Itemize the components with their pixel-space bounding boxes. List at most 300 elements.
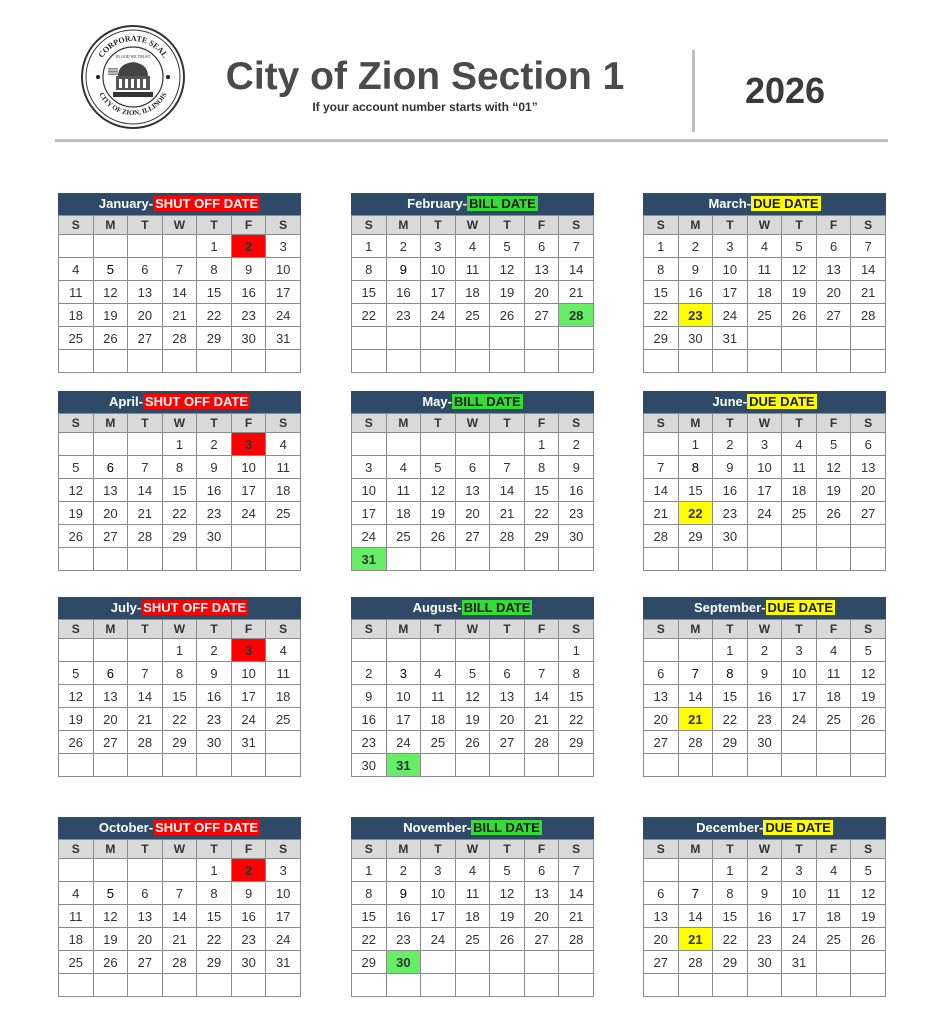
week-row — [59, 258, 301, 281]
day-cell: 6 — [851, 433, 886, 456]
date-type-tag: DUE DATE — [767, 600, 834, 615]
month-calendar-december — [643, 817, 886, 997]
weekday-label: T — [128, 620, 163, 639]
month-name: April — [109, 394, 139, 409]
weekday-label: F — [524, 840, 559, 859]
day-cell — [678, 350, 713, 373]
day-cell: 2 — [231, 859, 266, 882]
day-cell: 1 — [162, 433, 197, 456]
day-cell: 5 — [851, 639, 886, 662]
day-cell: 3 — [352, 456, 387, 479]
day-cell — [93, 974, 128, 997]
day-cell: 3 — [713, 235, 748, 258]
weekday-label: S — [559, 414, 594, 433]
month-name: March — [708, 196, 747, 211]
day-cell: 26 — [851, 708, 886, 731]
day-cell: 7 — [678, 882, 713, 905]
day-cell: 7 — [559, 859, 594, 882]
day-cell: 20 — [490, 708, 525, 731]
day-cell — [816, 327, 851, 350]
day-cell: 16 — [559, 479, 594, 502]
day-cell: 22 — [644, 304, 679, 327]
day-cell: 3 — [421, 859, 456, 882]
day-cell — [162, 350, 197, 373]
day-cell: 26 — [490, 928, 525, 951]
week-row — [59, 928, 301, 951]
day-cell: 9 — [713, 456, 748, 479]
day-cell: 31 — [713, 327, 748, 350]
day-cell: 15 — [197, 905, 232, 928]
day-cell: 26 — [851, 928, 886, 951]
weekday-label: W — [747, 620, 782, 639]
weekday-label: M — [93, 414, 128, 433]
day-cell: 12 — [93, 281, 128, 304]
day-cell — [490, 350, 525, 373]
weekday-label: S — [352, 620, 387, 639]
day-cell — [559, 327, 594, 350]
day-cell: 2 — [747, 639, 782, 662]
day-cell: 3 — [782, 639, 817, 662]
day-cell: 21 — [128, 708, 163, 731]
day-cell — [59, 859, 94, 882]
day-cell: 21 — [559, 905, 594, 928]
day-cell: 23 — [231, 928, 266, 951]
weekday-label: S — [851, 414, 886, 433]
weekday-label: T — [713, 840, 748, 859]
svg-text:IN GOD WE TRUST: IN GOD WE TRUST — [115, 54, 151, 59]
weekday-label: S — [352, 414, 387, 433]
day-cell — [421, 433, 456, 456]
day-cell: 11 — [455, 258, 490, 281]
week-row — [644, 304, 886, 327]
week-row — [352, 456, 594, 479]
day-cell: 1 — [559, 639, 594, 662]
day-cell: 18 — [455, 905, 490, 928]
day-cell: 14 — [128, 685, 163, 708]
day-cell — [782, 327, 817, 350]
day-cell — [128, 433, 163, 456]
day-cell: 13 — [455, 479, 490, 502]
weekday-label: T — [421, 840, 456, 859]
day-cell — [455, 974, 490, 997]
day-cell: 17 — [386, 708, 421, 731]
day-cell — [782, 350, 817, 373]
day-cell: 1 — [678, 433, 713, 456]
day-cell — [352, 974, 387, 997]
day-cell: 22 — [162, 708, 197, 731]
day-cell — [747, 525, 782, 548]
day-cell: 19 — [59, 708, 94, 731]
day-cell: 29 — [644, 327, 679, 350]
month-name: August — [412, 600, 458, 615]
day-cell: 19 — [782, 281, 817, 304]
week-row — [59, 882, 301, 905]
week-row — [644, 662, 886, 685]
day-grid — [351, 215, 594, 373]
day-cell: 15 — [713, 685, 748, 708]
day-cell: 19 — [93, 928, 128, 951]
day-cell: 12 — [782, 258, 817, 281]
week-row — [644, 502, 886, 525]
week-row — [644, 859, 886, 882]
day-cell — [490, 974, 525, 997]
weekday-label: F — [816, 414, 851, 433]
month-name: July — [110, 600, 137, 615]
day-cell: 22 — [352, 304, 387, 327]
week-row — [644, 235, 886, 258]
day-cell: 20 — [93, 502, 128, 525]
week-row — [352, 479, 594, 502]
day-cell: 5 — [59, 456, 94, 479]
day-cell — [816, 548, 851, 571]
day-cell — [352, 350, 387, 373]
day-cell — [59, 548, 94, 571]
day-cell: 16 — [386, 281, 421, 304]
week-row — [352, 639, 594, 662]
week-row — [352, 433, 594, 456]
day-cell — [421, 639, 456, 662]
week-row — [644, 708, 886, 731]
day-cell — [524, 327, 559, 350]
day-cell — [747, 548, 782, 571]
day-cell — [678, 859, 713, 882]
week-row — [59, 327, 301, 350]
month-header: September- DUE DATE — [643, 597, 886, 619]
date-type-tag: SHUT OFF DATE — [144, 394, 248, 409]
weekday-label: S — [59, 216, 94, 235]
day-cell: 12 — [59, 685, 94, 708]
weekday-label: T — [782, 216, 817, 235]
week-row — [644, 905, 886, 928]
month-header: June- DUE DATE — [643, 391, 886, 413]
day-cell: 20 — [644, 928, 679, 951]
day-cell: 18 — [816, 905, 851, 928]
day-cell: 27 — [816, 304, 851, 327]
day-cell: 6 — [524, 235, 559, 258]
month-header: March- DUE DATE — [643, 193, 886, 215]
month-calendar-february — [351, 193, 594, 373]
day-cell — [851, 731, 886, 754]
day-cell: 18 — [455, 281, 490, 304]
week-row — [352, 258, 594, 281]
day-grid — [58, 215, 301, 373]
day-cell: 3 — [266, 235, 301, 258]
day-cell: 20 — [93, 708, 128, 731]
day-cell: 11 — [816, 662, 851, 685]
day-cell: 11 — [59, 281, 94, 304]
month-calendar-september — [643, 597, 886, 777]
day-cell: 4 — [747, 235, 782, 258]
weekday-label: S — [266, 840, 301, 859]
day-cell: 28 — [162, 951, 197, 974]
day-cell: 5 — [851, 859, 886, 882]
day-cell: 22 — [162, 502, 197, 525]
weekday-label: S — [559, 840, 594, 859]
month-header: May- BILL DATE — [351, 391, 594, 413]
day-cell: 5 — [455, 662, 490, 685]
week-row — [352, 731, 594, 754]
day-cell: 11 — [747, 258, 782, 281]
weekday-label: T — [713, 414, 748, 433]
day-cell: 29 — [352, 951, 387, 974]
day-cell — [162, 235, 197, 258]
week-row — [59, 548, 301, 571]
weekday-label: S — [851, 840, 886, 859]
day-cell: 9 — [559, 456, 594, 479]
day-cell: 21 — [524, 708, 559, 731]
day-cell: 28 — [128, 731, 163, 754]
month-calendar-july — [58, 597, 301, 777]
day-cell: 27 — [524, 304, 559, 327]
day-cell: 26 — [490, 304, 525, 327]
day-cell: 15 — [559, 685, 594, 708]
day-cell: 25 — [747, 304, 782, 327]
day-cell — [197, 548, 232, 571]
weekday-label: S — [851, 620, 886, 639]
day-cell: 28 — [128, 525, 163, 548]
day-cell — [782, 731, 817, 754]
weekday-label: T — [197, 840, 232, 859]
day-cell: 24 — [747, 502, 782, 525]
day-cell: 25 — [266, 708, 301, 731]
day-cell: 5 — [59, 662, 94, 685]
day-cell: 25 — [386, 525, 421, 548]
day-cell: 17 — [231, 479, 266, 502]
weekday-label: F — [524, 620, 559, 639]
day-cell — [128, 350, 163, 373]
day-cell: 2 — [559, 433, 594, 456]
day-cell: 27 — [851, 502, 886, 525]
week-row — [644, 639, 886, 662]
day-cell: 7 — [524, 662, 559, 685]
date-type-tag: DUE DATE — [753, 196, 819, 211]
day-cell — [524, 548, 559, 571]
day-cell: 19 — [455, 708, 490, 731]
day-cell: 14 — [644, 479, 679, 502]
day-cell — [747, 350, 782, 373]
month-header: November- BILL DATE — [351, 817, 594, 839]
day-cell — [59, 433, 94, 456]
day-cell — [421, 974, 456, 997]
week-row — [644, 548, 886, 571]
day-cell: 25 — [59, 951, 94, 974]
day-cell: 29 — [197, 951, 232, 974]
day-cell: 16 — [231, 281, 266, 304]
weekday-label: S — [644, 840, 679, 859]
day-cell: 13 — [524, 882, 559, 905]
date-type-tag: BILL DATE — [453, 394, 521, 409]
day-cell: 23 — [197, 502, 232, 525]
weekday-label: S — [644, 414, 679, 433]
day-cell: 27 — [524, 928, 559, 951]
day-cell: 11 — [266, 662, 301, 685]
week-row — [644, 928, 886, 951]
day-cell: 2 — [352, 662, 387, 685]
page-title: City of Zion Section 1 — [225, 55, 625, 98]
day-cell — [747, 974, 782, 997]
day-cell: 10 — [421, 882, 456, 905]
week-row — [352, 662, 594, 685]
week-row — [352, 235, 594, 258]
day-cell: 28 — [678, 951, 713, 974]
day-cell: 29 — [559, 731, 594, 754]
day-cell: 6 — [644, 882, 679, 905]
day-cell: 14 — [162, 281, 197, 304]
day-cell: 30 — [197, 731, 232, 754]
day-cell: 16 — [678, 281, 713, 304]
day-grid — [351, 413, 594, 571]
day-cell: 9 — [231, 882, 266, 905]
weekday-label: W — [455, 840, 490, 859]
month-name: November — [403, 820, 467, 835]
day-cell — [559, 974, 594, 997]
weekday-label: F — [524, 414, 559, 433]
day-cell: 19 — [851, 905, 886, 928]
weekday-label: W — [162, 216, 197, 235]
weekday-label: T — [128, 216, 163, 235]
day-cell — [266, 754, 301, 777]
day-cell: 7 — [851, 235, 886, 258]
day-cell: 19 — [93, 304, 128, 327]
day-cell: 3 — [421, 235, 456, 258]
week-row — [59, 951, 301, 974]
day-cell — [386, 548, 421, 571]
day-cell: 23 — [678, 304, 713, 327]
day-cell: 4 — [816, 859, 851, 882]
day-cell: 10 — [421, 258, 456, 281]
day-cell: 31 — [782, 951, 817, 974]
day-cell: 21 — [644, 502, 679, 525]
day-cell — [851, 754, 886, 777]
day-cell — [93, 639, 128, 662]
day-cell: 3 — [231, 433, 266, 456]
day-cell — [93, 548, 128, 571]
day-cell: 8 — [352, 258, 387, 281]
day-cell: 2 — [386, 859, 421, 882]
day-cell: 27 — [93, 731, 128, 754]
month-calendar-august — [351, 597, 594, 777]
day-cell: 16 — [747, 905, 782, 928]
day-cell: 1 — [713, 639, 748, 662]
day-cell: 23 — [559, 502, 594, 525]
header-rule — [55, 139, 888, 142]
day-cell: 4 — [59, 258, 94, 281]
day-cell: 17 — [421, 281, 456, 304]
day-cell — [713, 548, 748, 571]
day-cell: 2 — [678, 235, 713, 258]
month-name: September — [693, 600, 762, 615]
day-cell: 26 — [782, 304, 817, 327]
day-cell — [713, 974, 748, 997]
week-row — [59, 304, 301, 327]
day-cell — [490, 639, 525, 662]
week-row — [352, 525, 594, 548]
day-cell — [59, 235, 94, 258]
day-cell: 24 — [231, 502, 266, 525]
week-row — [59, 479, 301, 502]
day-cell: 4 — [59, 882, 94, 905]
day-cell: 11 — [386, 479, 421, 502]
week-row — [59, 281, 301, 304]
day-cell: 13 — [816, 258, 851, 281]
day-cell: 10 — [782, 882, 817, 905]
day-cell — [524, 951, 559, 974]
weekday-label: W — [747, 414, 782, 433]
day-cell: 18 — [59, 304, 94, 327]
day-cell: 7 — [644, 456, 679, 479]
day-cell: 1 — [352, 235, 387, 258]
weekday-label: T — [421, 414, 456, 433]
month-name: December — [696, 820, 760, 835]
day-cell: 22 — [713, 708, 748, 731]
day-cell — [128, 754, 163, 777]
month-calendar-november — [351, 817, 594, 997]
day-cell: 12 — [455, 685, 490, 708]
week-row — [59, 974, 301, 997]
week-row — [644, 754, 886, 777]
weekday-label: T — [421, 216, 456, 235]
week-row — [352, 928, 594, 951]
day-cell: 28 — [162, 327, 197, 350]
week-row — [352, 281, 594, 304]
date-type-tag: DUE DATE — [749, 394, 815, 409]
day-grid — [643, 215, 886, 373]
day-cell — [782, 974, 817, 997]
day-cell: 27 — [455, 525, 490, 548]
week-row — [352, 951, 594, 974]
day-cell: 24 — [231, 708, 266, 731]
day-cell: 1 — [197, 859, 232, 882]
day-cell: 12 — [59, 479, 94, 502]
weekday-label: M — [678, 620, 713, 639]
day-cell: 18 — [386, 502, 421, 525]
day-cell: 15 — [162, 685, 197, 708]
day-cell: 6 — [524, 859, 559, 882]
day-cell: 3 — [266, 859, 301, 882]
day-cell: 11 — [816, 882, 851, 905]
day-cell: 1 — [352, 859, 387, 882]
day-cell: 14 — [559, 882, 594, 905]
date-type-tag: DUE DATE — [765, 820, 831, 835]
day-cell — [266, 525, 301, 548]
day-cell: 29 — [678, 525, 713, 548]
day-cell: 12 — [421, 479, 456, 502]
day-cell — [559, 951, 594, 974]
month-name: January — [98, 196, 149, 211]
corporate-seal-logo — [80, 24, 186, 130]
day-cell: 22 — [197, 928, 232, 951]
day-cell: 10 — [386, 685, 421, 708]
day-cell — [455, 350, 490, 373]
weekday-label: T — [713, 620, 748, 639]
weekday-label: T — [197, 216, 232, 235]
day-cell — [266, 974, 301, 997]
month-header: August- BILL DATE — [351, 597, 594, 619]
week-row — [644, 951, 886, 974]
day-cell: 5 — [490, 859, 525, 882]
day-cell: 9 — [747, 882, 782, 905]
day-cell: 8 — [644, 258, 679, 281]
day-cell: 7 — [128, 662, 163, 685]
day-cell: 29 — [162, 731, 197, 754]
day-cell: 25 — [455, 928, 490, 951]
day-cell — [386, 350, 421, 373]
day-cell: 22 — [524, 502, 559, 525]
day-grid — [643, 619, 886, 777]
day-cell: 6 — [455, 456, 490, 479]
day-grid — [58, 619, 301, 777]
day-cell: 27 — [490, 731, 525, 754]
